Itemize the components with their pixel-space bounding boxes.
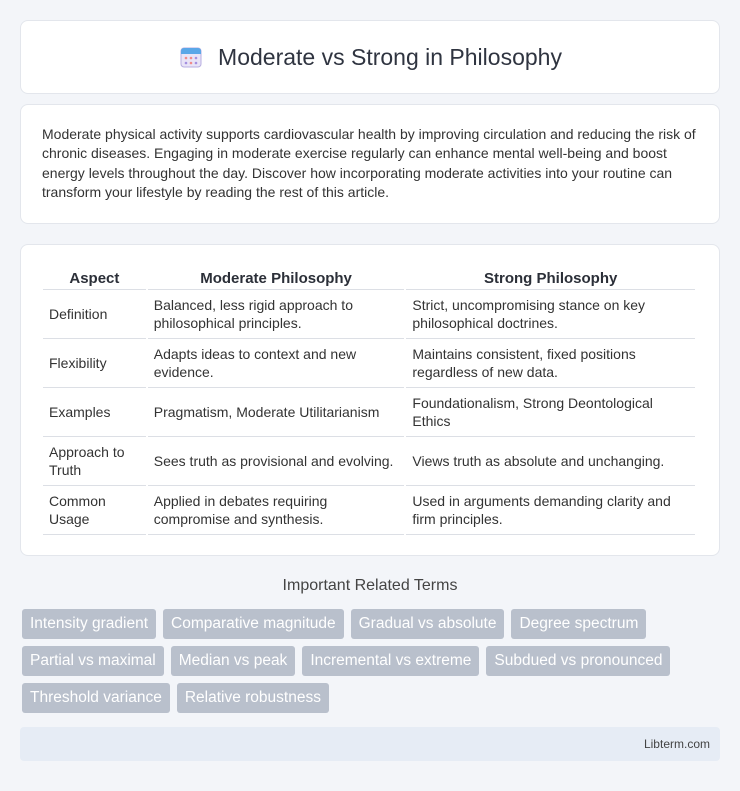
header-aspect: Aspect bbox=[43, 265, 146, 290]
related-term-tag[interactable]: Median vs peak bbox=[171, 646, 296, 676]
cell-moderate: Sees truth as provisional and evolving. bbox=[148, 437, 405, 486]
intro-paragraph: Moderate physical activity supports cardiovascular health by improving circulation and reducing the risk of chronic diseases. Engaging in moderate exercise regularly can enhance mental well-being and boost energy levels throughout the day. Discover how incorporating moderate activities into your routine can transform your lifestyle by reading the rest of this article. bbox=[42, 126, 696, 200]
header-moderate: Moderate Philosophy bbox=[148, 265, 405, 290]
comparison-table bbox=[41, 265, 697, 535]
table-row bbox=[43, 388, 695, 437]
cell-moderate: Applied in debates requiring compromise and synthesis. bbox=[148, 486, 405, 535]
related-term-tag[interactable]: Relative robustness bbox=[177, 683, 329, 713]
table-header-row bbox=[43, 265, 695, 290]
table-row bbox=[43, 290, 695, 339]
related-term-tag[interactable]: Comparative magnitude bbox=[163, 609, 344, 639]
cell-aspect: Approach to Truth bbox=[43, 437, 146, 486]
cell-aspect: Definition bbox=[43, 290, 146, 339]
related-term-tag[interactable]: Threshold variance bbox=[22, 683, 170, 713]
cell-aspect: Flexibility bbox=[43, 339, 146, 388]
calendar-icon bbox=[178, 44, 204, 70]
cell-aspect: Examples bbox=[43, 388, 146, 437]
table-row bbox=[43, 437, 695, 486]
cell-strong: Foundationalism, Strong Deontological Ethics bbox=[406, 388, 695, 437]
header-strong: Strong Philosophy bbox=[406, 265, 695, 290]
page-title: Moderate vs Strong in Philosophy bbox=[218, 43, 562, 70]
related-terms-title: Important Related Terms bbox=[282, 577, 458, 594]
intro-card bbox=[20, 104, 720, 224]
cell-strong: Maintains consistent, fixed positions regardless of new data. bbox=[406, 339, 695, 388]
related-terms-list bbox=[22, 609, 712, 713]
comparison-table-card bbox=[20, 244, 720, 556]
cell-strong: Used in arguments demanding clarity and firm principles. bbox=[406, 486, 695, 535]
related-term-tag[interactable]: Incremental vs extreme bbox=[302, 646, 479, 676]
related-term-tag[interactable]: Gradual vs absolute bbox=[351, 609, 505, 639]
related-term-tag[interactable]: Intensity gradient bbox=[22, 609, 156, 639]
table-row bbox=[43, 339, 695, 388]
header-card bbox=[20, 20, 720, 94]
related-term-tag[interactable]: Degree spectrum bbox=[511, 609, 646, 639]
cell-moderate: Adapts ideas to context and new evidence. bbox=[148, 339, 405, 388]
related-term-tag[interactable]: Partial vs maximal bbox=[22, 646, 164, 676]
related-term-tag[interactable]: Subdued vs pronounced bbox=[486, 646, 670, 676]
cell-strong: Strict, uncompromising stance on key philosophical doctrines. bbox=[406, 290, 695, 339]
title-wrap bbox=[178, 44, 562, 71]
table-row bbox=[43, 486, 695, 535]
cell-strong: Views truth as absolute and unchanging. bbox=[406, 437, 695, 486]
cell-moderate: Balanced, less rigid approach to philosophical principles. bbox=[148, 290, 405, 339]
cell-aspect: Common Usage bbox=[43, 486, 146, 535]
footer bbox=[20, 727, 720, 761]
footer-site-link[interactable]: Libterm.com bbox=[643, 737, 710, 751]
cell-moderate: Pragmatism, Moderate Utilitarianism bbox=[148, 388, 405, 437]
